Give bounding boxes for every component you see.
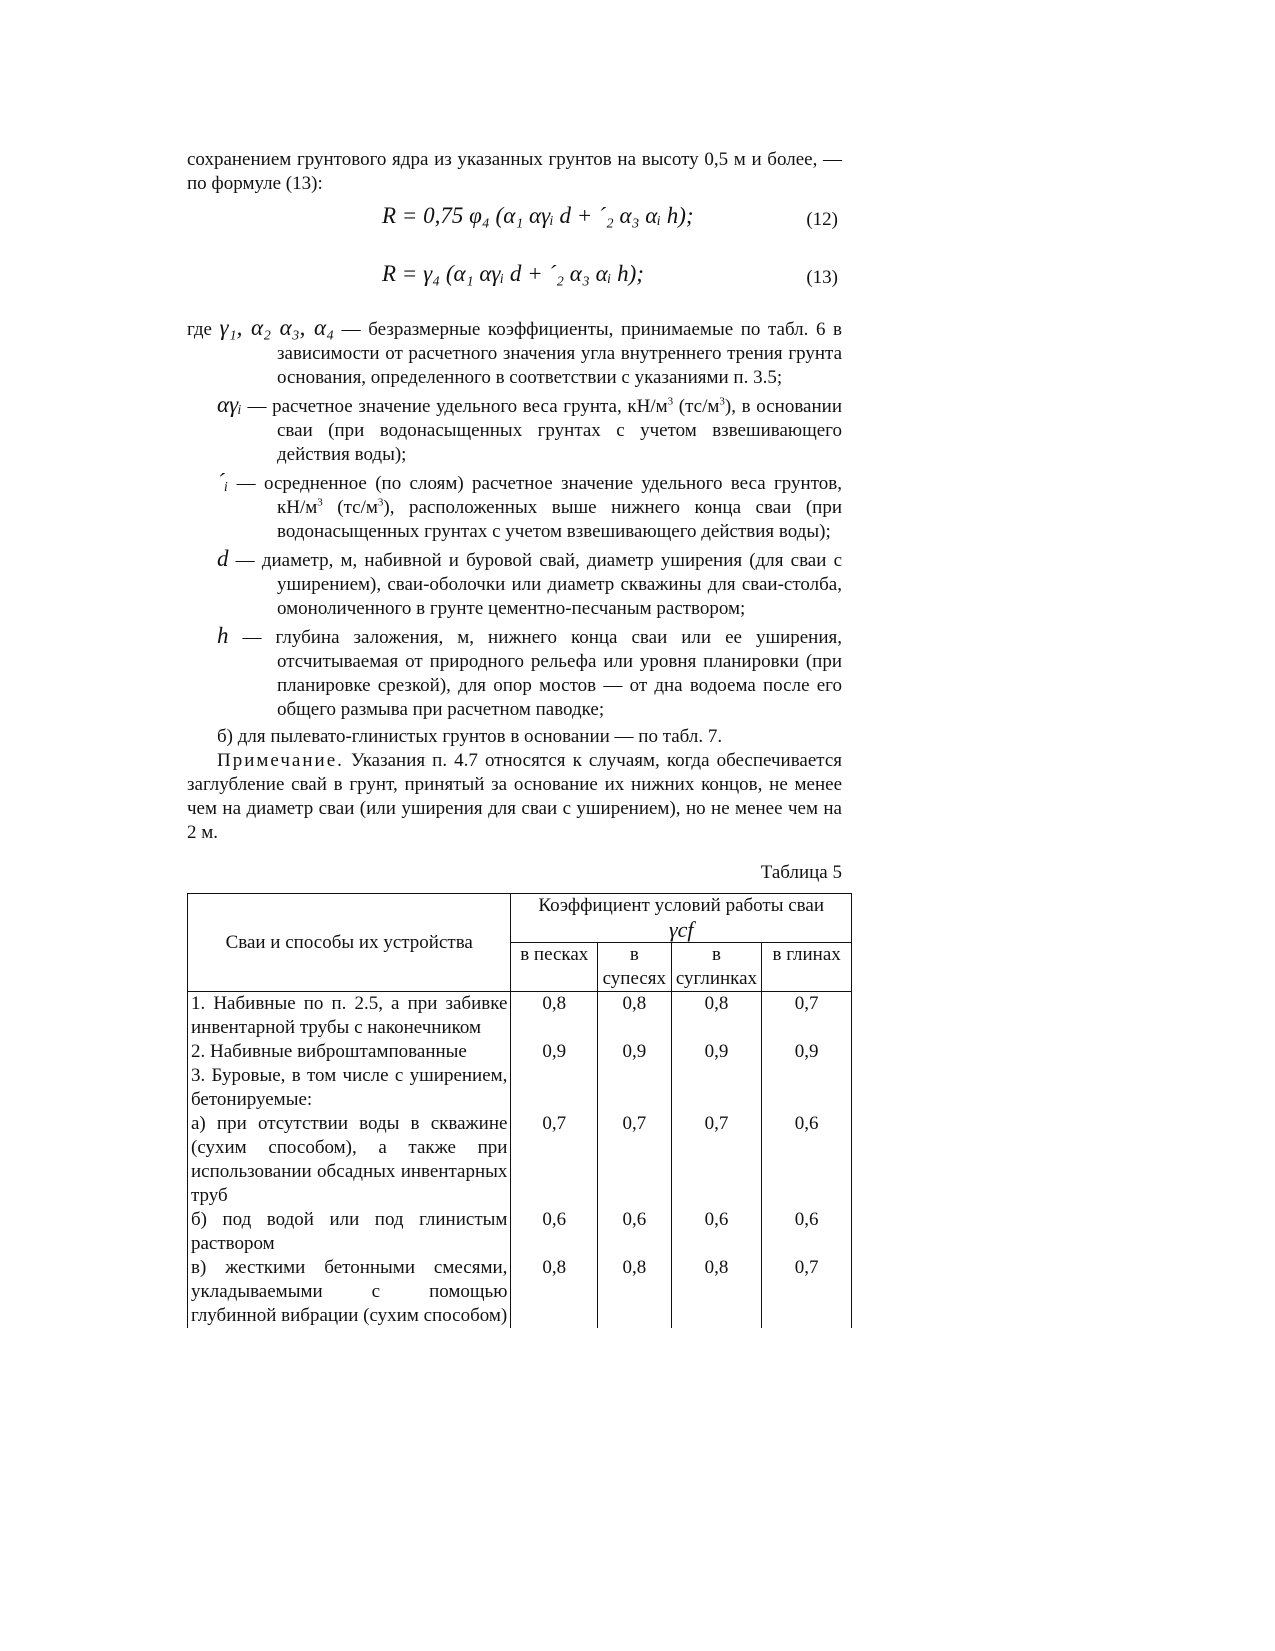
cell-value: 0,6 [762, 1208, 852, 1256]
note-text: Указания п. 4.7 относятся к случаям, когда обеспечивается заглубление свай в грунт, принятый за основание их нижних концов, не менее чем на диаметр сваи (или уширения для сваи с уширением), но не менее чем на 2 м. [187, 750, 842, 843]
cell-value: 0,8 [671, 1256, 762, 1328]
formula-13 [187, 254, 842, 312]
cell-value: 0,9 [671, 1040, 762, 1064]
cell-value: 0,6 [671, 1208, 762, 1256]
superscript: 3 [719, 395, 725, 408]
cell-value: 0,9 [511, 1040, 598, 1064]
definition-text: — диаметр, м, набивной и буровой свай, диаметр уширения (для сваи с уширением), сваи-оболочки или диаметр скважины для сваи-столба, омоноличенного в грунте цементно-песчаным раствором; [235, 550, 842, 619]
definition-text: — безразмерные коэффициенты, принимаемые по табл. 6 в зависимости от расчетного значения угла внутреннего трения грунта основания, определенного в соответствии с указаниями п. 3.5; [277, 319, 843, 388]
table-caption: Таблица 5 [760, 862, 842, 883]
cell-value [598, 1064, 672, 1112]
cell-value: 0,9 [598, 1040, 672, 1064]
cell-value: 0,7 [671, 1112, 762, 1208]
definition-symbol: γ₁, α₂ α₃, α₄ [219, 315, 335, 340]
superscript: 3 [667, 395, 674, 408]
cell-value: 0,7 [511, 1112, 598, 1208]
where-label: где [187, 319, 212, 340]
cell-value: 0,6 [511, 1208, 598, 1256]
column-header-piles: Сваи и способы их устройства [188, 894, 511, 992]
definition-specific-weight [187, 393, 842, 467]
table-row [188, 1208, 852, 1256]
formula-number: (12) [806, 209, 838, 230]
definition-coefficients [187, 316, 842, 390]
definitions-list [187, 316, 842, 722]
table-row [188, 1112, 852, 1208]
group-header-symbol: γcf [668, 917, 694, 942]
cell-value: 0,8 [598, 1256, 672, 1328]
row-name: в) жесткими бетонными смесями, укладываемыми с помощью глубинной вибрации (сухим способом) [188, 1256, 511, 1328]
definition-symbol: αγᵢ [217, 392, 242, 417]
formula-12 [187, 196, 842, 254]
cell-value [511, 1064, 598, 1112]
formula-expression: R = γ₄ (α₁ αγᵢ d + ´₂ α₃ αᵢ h); [382, 261, 644, 286]
row-name: 3. Буровые, в том числе с уширением, бетонируемые: [188, 1064, 511, 1112]
column-header-loams: в суглинках [671, 943, 762, 992]
definition-text: — расчетное значение удельного веса грунта, кН/м [247, 396, 668, 417]
definition-text: ), расположенных выше нижнего конца сваи (при водонасыщенных грунтах с учетом взвешивающего действия воды); [277, 497, 842, 542]
column-group-header [511, 894, 852, 943]
table-row [188, 1256, 852, 1328]
cell-value: 0,8 [511, 992, 598, 1041]
cell-value: 0,7 [762, 992, 852, 1041]
definition-symbol: d [217, 546, 229, 571]
superscript: 3 [377, 496, 384, 509]
cell-value: 0,7 [598, 1112, 672, 1208]
cell-value: 0,8 [671, 992, 762, 1041]
row-name: а) при отсутствии воды в скважине (сухим способом), а также при использовании обсадных инвентарных труб [188, 1112, 511, 1208]
group-header-title: Коэффициент условий работы сваи [538, 895, 824, 916]
definition-text: (тс/м [673, 396, 720, 417]
definition-diameter [187, 547, 842, 621]
definition-depth [187, 624, 842, 722]
table-row [188, 1064, 852, 1112]
column-header-sandy-loams: в супесях [598, 943, 672, 992]
column-header-sands: в песках [511, 943, 598, 992]
definition-text: — глубина заложения, м, нижнего конца сваи или ее уширения, отсчитываемая от природного рельефа или уровня планировки (при планировке срезкой), для опор мостов — от дна водоема после его общего размыва при расчетном паводке; [242, 627, 843, 720]
row-name: 2. Набивные виброштампованные [188, 1040, 511, 1064]
column-header-clays: в глинах [762, 943, 852, 992]
cell-value: 0,8 [511, 1256, 598, 1328]
cell-value [671, 1064, 762, 1112]
table-row [188, 992, 852, 1041]
table-row [188, 1040, 852, 1064]
item-b-paragraph: б) для пылевато-глинистых грунтов в основании — по табл. 7. [217, 726, 723, 747]
cell-value: 0,6 [762, 1112, 852, 1208]
row-name: б) под водой или под глинистым раствором [188, 1208, 511, 1256]
note-label: Примечание. [217, 750, 344, 771]
note-paragraph [187, 749, 842, 845]
definition-text: ), в основании сваи (при водонасыщенных грунтах с учетом взвешивающего действия воды); [277, 396, 842, 465]
document-page [187, 148, 842, 1328]
definition-text: (тс/м [322, 497, 378, 518]
cell-value: 0,6 [598, 1208, 672, 1256]
formula-number: (13) [806, 267, 838, 288]
cell-value [762, 1064, 852, 1112]
superscript: 3 [317, 496, 323, 509]
definition-symbol: ´ᵢ [217, 469, 229, 494]
intro-paragraph: сохранением грунтового ядра из указанных грунтов на высоту 0,5 м и более, — по формуле (13): [187, 149, 842, 194]
definition-text: — осредненное (по слоям) расчетное значение удельного веса грунтов, кН/м [236, 473, 842, 518]
cell-value: 0,8 [598, 992, 672, 1041]
cell-value: 0,9 [762, 1040, 852, 1064]
formula-expression: R = 0,75 φ₄ (α₁ αγᵢ d + ´₂ α₃ αᵢ h); [382, 203, 694, 228]
definition-averaged-weight [187, 470, 842, 544]
definition-symbol: h [217, 623, 229, 648]
coefficients-table [187, 893, 852, 1328]
row-name: 1. Набивные по п. 2.5, а при забивке инвентарной трубы с наконечником [188, 992, 511, 1041]
cell-value: 0,7 [762, 1256, 852, 1328]
